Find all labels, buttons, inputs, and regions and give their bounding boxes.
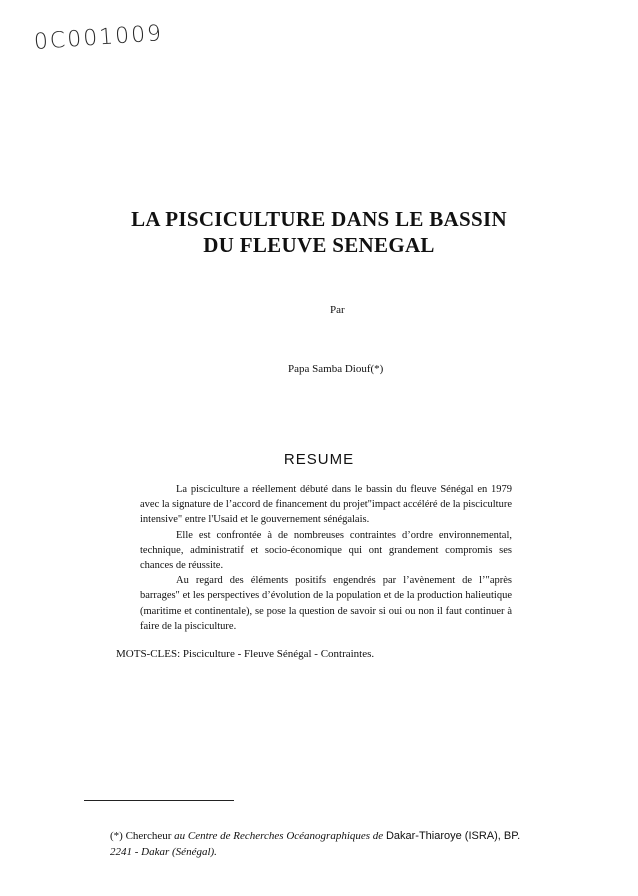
- document-title: [0, 206, 638, 258]
- abstract-paragraph: Elle est confrontée à de nombreuses contraintes d’ordre environnemental, technique, administratif et socio-économique qui ont grandement compromis ses chances de réussite.: [140, 529, 512, 572]
- title-line-1: LA PISCICULTURE DANS LE BASSIN: [131, 207, 507, 231]
- abstract-heading: RESUME: [283, 451, 355, 468]
- by-label: Par: [330, 304, 345, 316]
- footnote-divider: [84, 800, 234, 801]
- footnote-place: Dakar-Thiaroye (ISRA), BP.: [385, 830, 521, 842]
- abstract-paragraph: La pisciculture a réellement débuté dans le bassin du fleuve Sénégal en 1979 avec la signature de l’accord de financement du projet"impact accéléré de la pisciculture intensive" entre l'Usaid et le gouvernement sénégalais.: [140, 484, 512, 526]
- footnote-marker: (*): [110, 830, 123, 842]
- author-name: Papa Samba Diouf(*): [288, 363, 384, 375]
- title-line-2: DU FLEUVE SENEGAL: [203, 233, 435, 257]
- abstract-body: [140, 482, 512, 634]
- footnote-line-2: 2241 - Dakar (Sénégal).: [110, 846, 217, 858]
- footnote-text-1: Chercheur: [125, 830, 172, 842]
- footnote: [110, 828, 562, 860]
- abstract-paragraph: Au regard des éléments positifs engendrés par l’avènement de l’"après barrages" et les perspectives d’évolution de la population et de la production halieutique (maritime et continentale), se pose la question de savoir si oui ou non il faut continuer à faire de la pisciculture.: [140, 575, 512, 632]
- handwritten-reference-number: 0C001009: [33, 21, 164, 55]
- keywords: MOTS-CLES: Pisciculture - Fleuve Sénégal - Contraintes.: [116, 648, 375, 660]
- footnote-text-2: au Centre de Recherches Océanographiques de: [174, 830, 384, 842]
